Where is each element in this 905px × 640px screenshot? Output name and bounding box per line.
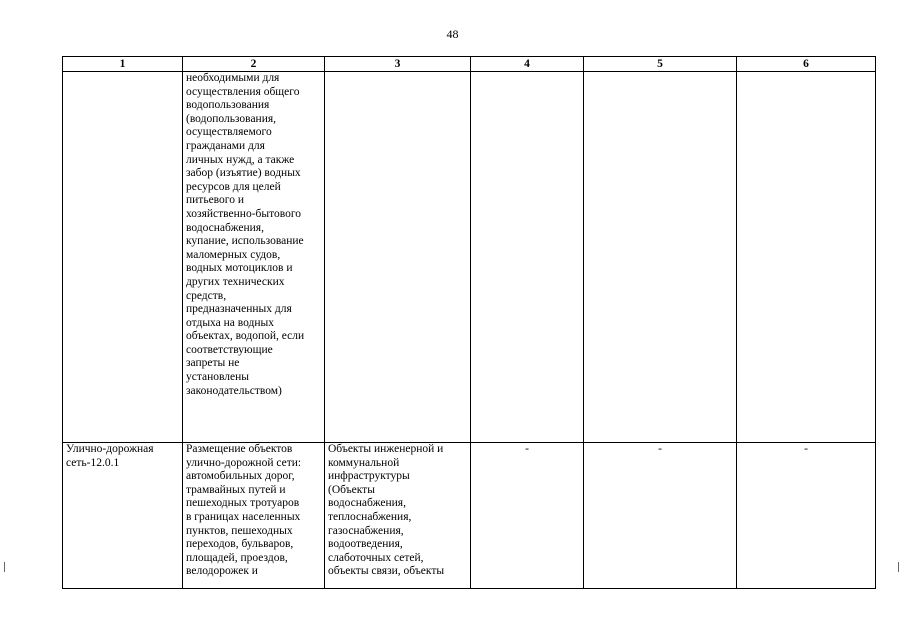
table-cell: [584, 72, 737, 443]
table-cell: [471, 72, 584, 443]
table-cell: [183, 72, 325, 443]
document-table: [62, 56, 876, 589]
column-header-4: 4: [471, 57, 584, 72]
table-row: [63, 72, 876, 443]
table-cell: [325, 443, 471, 589]
table-cell: [63, 72, 183, 443]
table-row: [63, 443, 876, 589]
cell-text: Улично-дорожная сеть-12.0.1: [66, 443, 154, 469]
table-cell: [584, 443, 737, 589]
cell-text: Размещение объектов улично-дорожной сети: автомобильных дорог, трамвайных путей и пешеходных тротуаров в границах населенных пунктов, пешеходных переходов, бульваров, площадей, проездов, велодорожек и: [186, 443, 302, 578]
table-cell: [63, 443, 183, 589]
column-header-1: 1: [63, 57, 183, 72]
cell-text: необходимыми для осуществления общего водопользования (водопользования, осуществляемого гражданами для личных нужд, а также забор (изъятие) водных ресурсов для целей питьевого и хозяйственно-бытового водоснабжения, купание, использование маломерных судов, водных мотоциклов и других технических средств, предназначенных для отдыха на водных объектах, водопой, если соответствующие запреты не установлены законодательством): [186, 72, 305, 397]
cell-text: Объекты инженерной и коммунальной инфраструктуры (Объекты водоснабжения, теплоснабжения, газоснабжения, водоотведения, слаботочных сетей, объекты связи, объекты: [328, 443, 445, 578]
cell-text: -: [804, 443, 808, 455]
table-header-row: [63, 57, 876, 72]
column-header-3: 3: [325, 57, 471, 72]
table-cell: [737, 443, 876, 589]
page-number: 48: [446, 27, 459, 41]
cell-text: -: [525, 443, 529, 455]
table-cell: [183, 443, 325, 589]
column-header-5: 5: [584, 57, 737, 72]
column-header-6: 6: [737, 57, 876, 72]
scan-edge-mark: [4, 562, 5, 572]
column-header-2: 2: [183, 57, 325, 72]
table-cell: [325, 72, 471, 443]
table-cell: [471, 443, 584, 589]
scan-edge-mark: [898, 562, 899, 572]
cell-text: -: [658, 443, 662, 455]
table-cell: [737, 72, 876, 443]
